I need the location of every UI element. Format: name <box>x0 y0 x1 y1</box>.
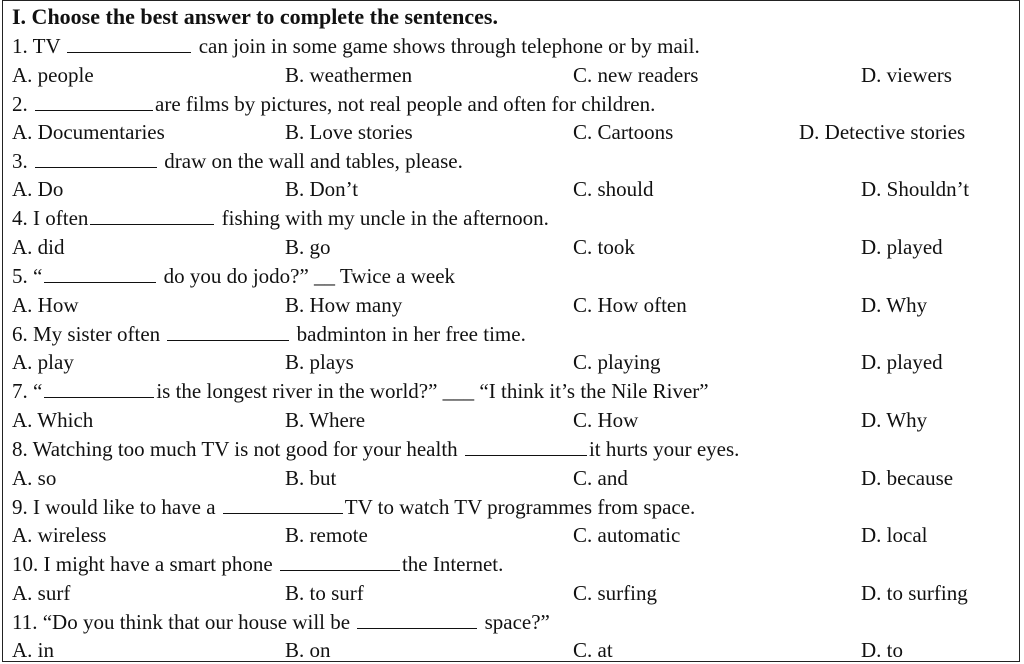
question-text: 2. <box>12 92 33 116</box>
question-4 <box>12 204 549 232</box>
option-b: B. Where <box>285 408 366 432</box>
option-a: A. play <box>12 350 74 374</box>
option-d: D. to surfing <box>861 581 968 605</box>
option-a: A. Do <box>12 177 64 201</box>
option-d: D. Shouldn’t <box>861 177 970 201</box>
question-text: it hurts your eyes. <box>588 437 740 461</box>
question-9 <box>12 493 695 521</box>
question-2 <box>12 90 655 118</box>
option-d: D. played <box>861 235 943 259</box>
question-text: do you do jodo?” __ Twice a week <box>158 264 456 288</box>
question-text: 3. <box>12 149 33 173</box>
question-text: 5. “ <box>12 264 43 288</box>
option-a: A. did <box>12 235 65 259</box>
answer-blank <box>223 495 343 514</box>
question-11 <box>12 608 550 636</box>
question-text: draw on the wall and tables, please. <box>159 149 463 173</box>
question-text: 7. “ <box>12 379 43 403</box>
option-b: B. remote <box>285 523 368 547</box>
answer-blank <box>44 264 156 283</box>
option-b: B. on <box>285 638 331 662</box>
option-d: D. to <box>861 638 903 662</box>
question-text: space?” <box>479 610 550 634</box>
question-text: is the longest river in the world?” ___ “I think it’s the Nile River” <box>156 379 709 403</box>
question-text: can join in some game shows through telephone or by mail. <box>193 34 700 58</box>
answer-blank <box>44 379 154 398</box>
option-c: C. at <box>573 638 613 662</box>
answer-blank <box>90 206 214 225</box>
option-c: C. automatic <box>573 523 681 547</box>
option-a: A. so <box>12 466 57 490</box>
option-c: C. surfing <box>573 581 657 605</box>
option-a: A. Which <box>12 408 94 432</box>
question-text: 10. I might have a smart phone <box>12 552 278 576</box>
option-d: D. played <box>861 350 943 374</box>
option-c: C. should <box>573 177 654 201</box>
answer-blank <box>280 552 400 571</box>
question-3 <box>12 147 463 175</box>
option-d: D. Detective stories <box>799 120 966 144</box>
question-text: 4. I often <box>12 206 89 230</box>
answer-blank <box>67 34 191 53</box>
option-c: C. playing <box>573 350 661 374</box>
answer-blank <box>35 92 153 111</box>
option-d: D. local <box>861 523 928 547</box>
answer-blank <box>167 322 289 341</box>
option-a: A. How <box>12 293 79 317</box>
question-6 <box>12 320 526 348</box>
answer-blank <box>465 437 587 456</box>
option-a: A. Documentaries <box>12 120 165 144</box>
option-c: C. Cartoons <box>573 120 674 144</box>
option-c: C. new readers <box>573 63 699 87</box>
option-b: B. weathermen <box>285 63 413 87</box>
question-7 <box>12 377 709 405</box>
question-1 <box>12 32 700 60</box>
question-text: the Internet. <box>401 552 504 576</box>
question-text: 1. TV <box>12 34 66 58</box>
question-text: badminton in her free time. <box>291 322 526 346</box>
question-text: are films by pictures, not real people and often for children. <box>155 92 656 116</box>
option-d: D. Why <box>861 293 928 317</box>
option-d: D. Why <box>861 408 928 432</box>
question-text: 6. My sister often <box>12 322 166 346</box>
option-d: D. viewers <box>861 63 952 87</box>
question-text: 8. Watching too much TV is not good for your health <box>12 437 463 461</box>
option-d: D. because <box>861 466 954 490</box>
worksheet <box>2 0 1020 662</box>
option-b: B. How many <box>285 293 403 317</box>
option-a: A. in <box>12 638 54 662</box>
option-a: A. people <box>12 63 94 87</box>
option-c: C. How <box>573 408 639 432</box>
option-a: A. surf <box>12 581 71 605</box>
answer-blank <box>357 610 477 629</box>
option-b: B. plays <box>285 350 354 374</box>
answer-blank <box>35 149 157 168</box>
option-c: C. and <box>573 466 628 490</box>
worksheet-title: I. Choose the best answer to complete the sentences. <box>12 4 498 29</box>
question-text: TV to watch TV programmes from space. <box>344 495 696 519</box>
question-text: fishing with my uncle in the afternoon. <box>216 206 549 230</box>
option-a: A. wireless <box>12 523 107 547</box>
question-10 <box>12 550 503 578</box>
option-b: B. Love stories <box>285 120 413 144</box>
option-c: C. How often <box>573 293 687 317</box>
question-5 <box>12 262 455 290</box>
option-b: B. go <box>285 235 331 259</box>
option-b: B. Don’t <box>285 177 359 201</box>
option-c: C. took <box>573 235 635 259</box>
option-b: B. but <box>285 466 337 490</box>
question-8 <box>12 435 739 463</box>
option-b: B. to surf <box>285 581 364 605</box>
question-text: 11. “Do you think that our house will be <box>12 610 356 634</box>
question-text: 9. I would like to have a <box>12 495 221 519</box>
